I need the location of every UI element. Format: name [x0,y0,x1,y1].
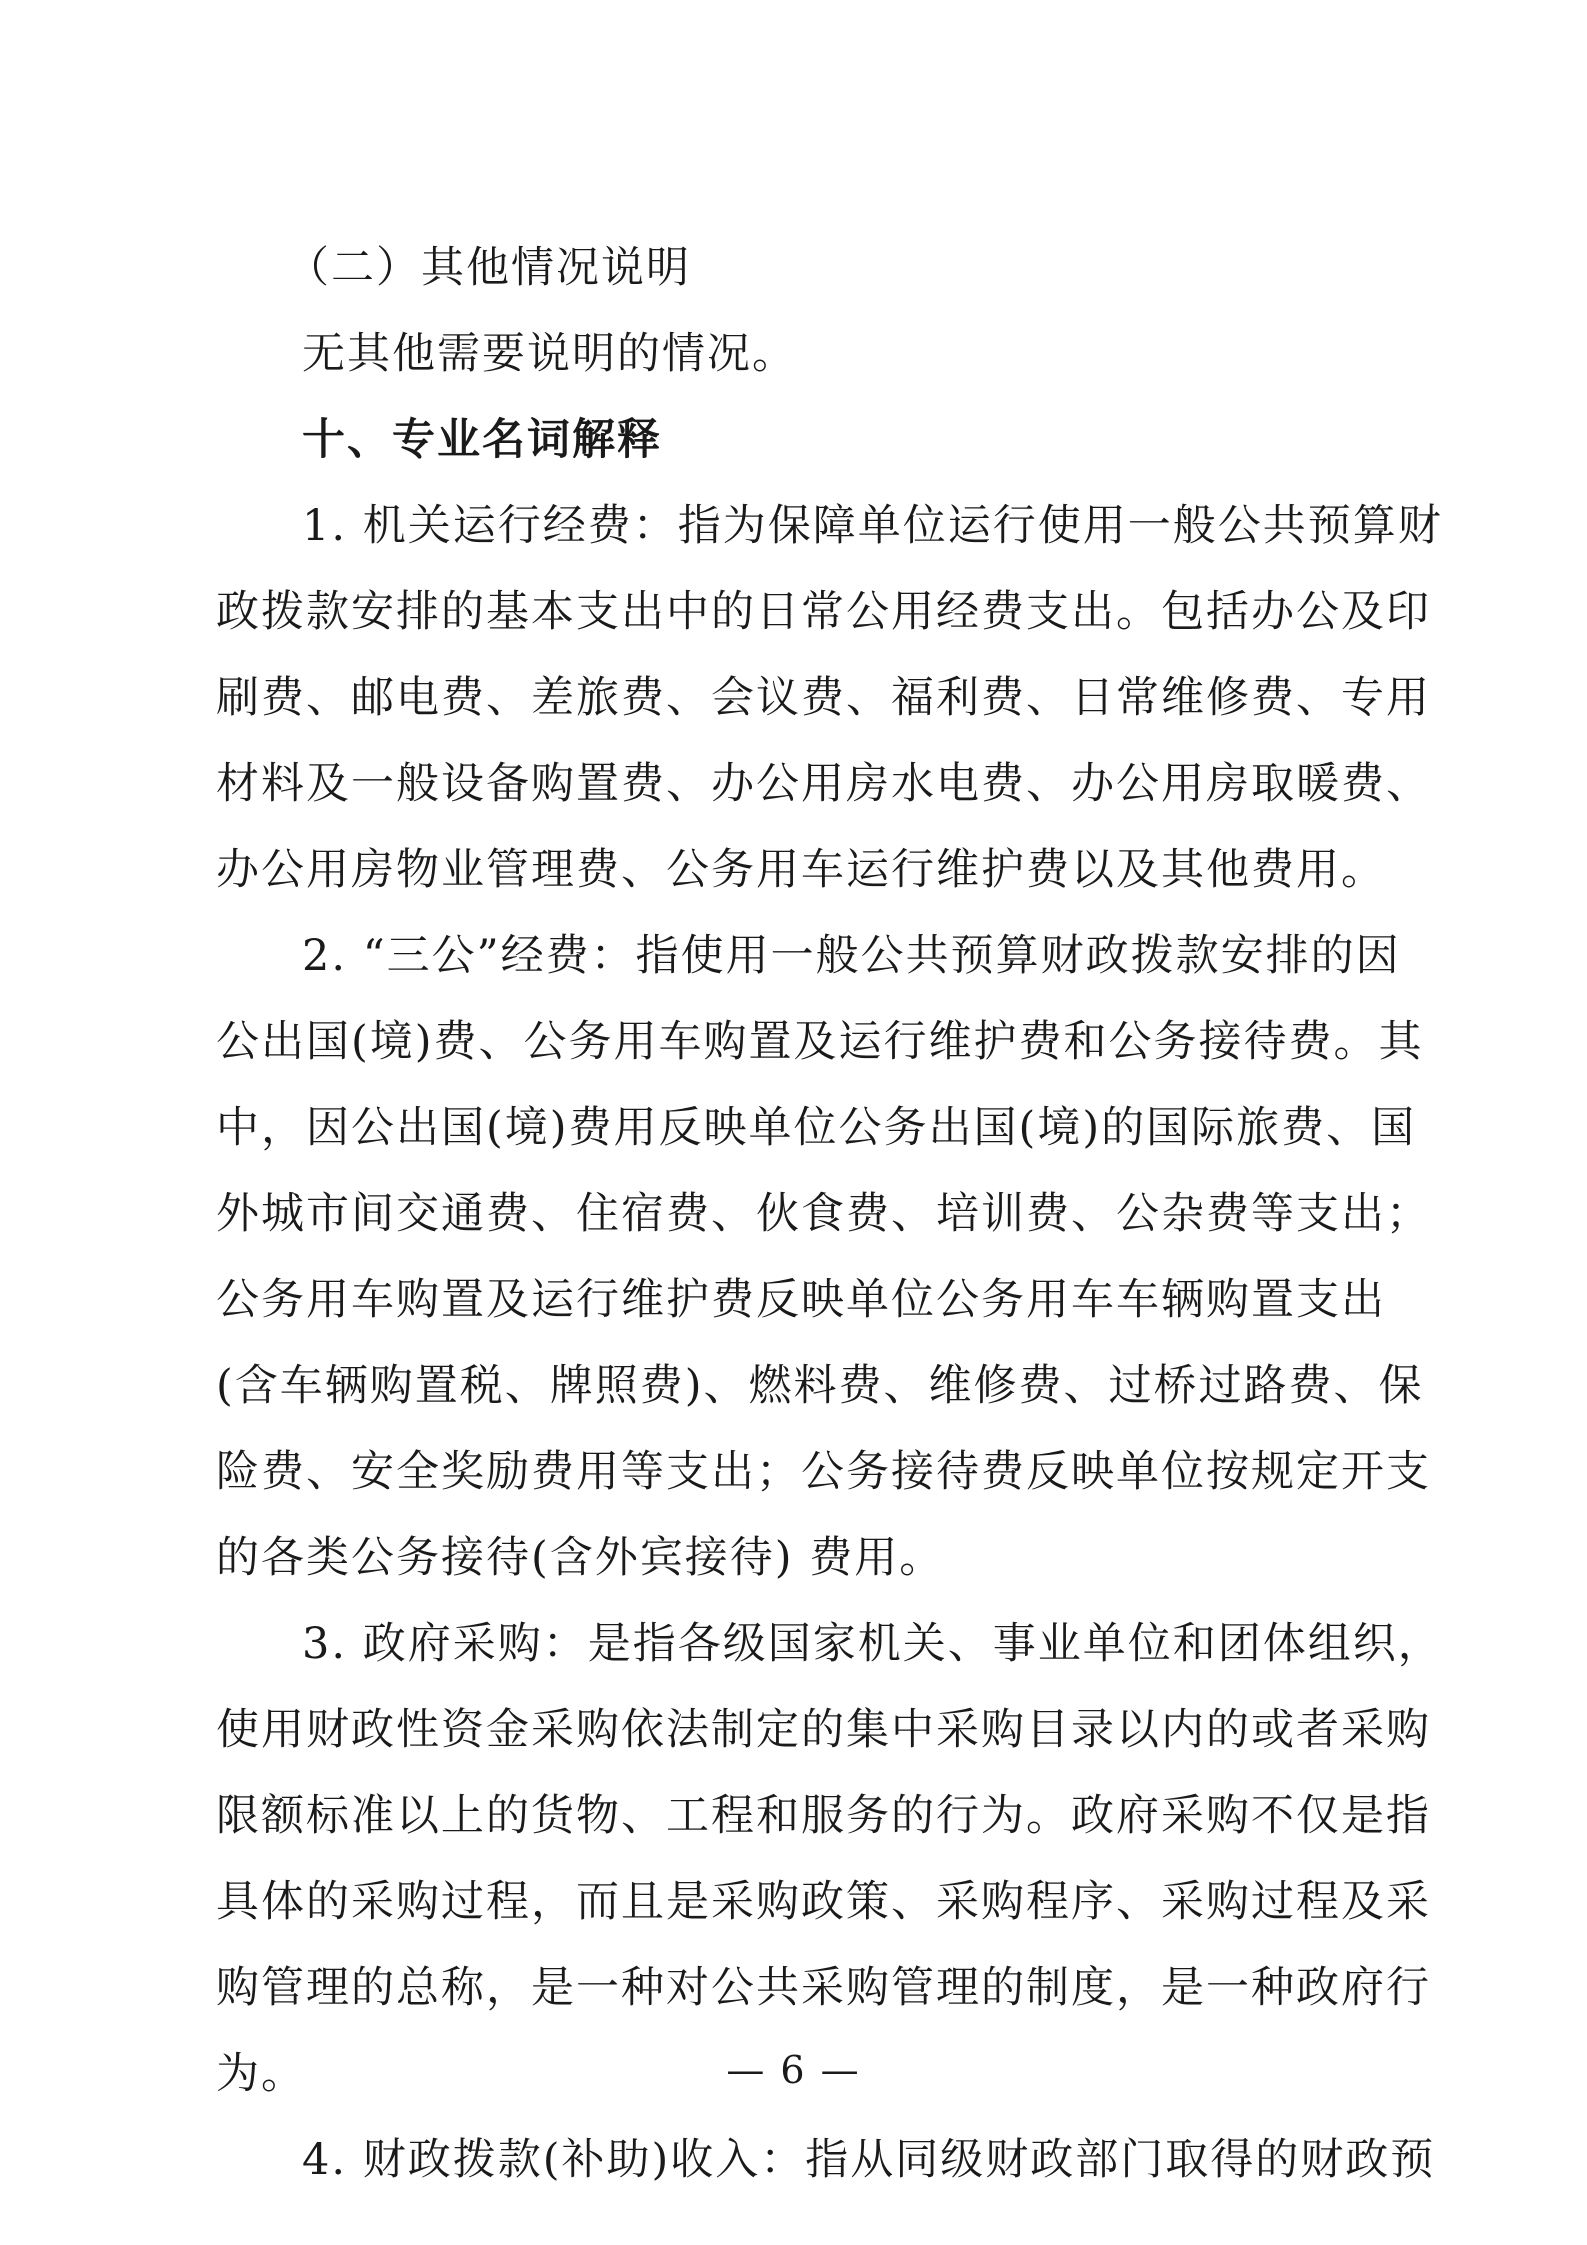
term-3-line: 限额标准以上的货物、工程和服务的行为。政府采购不仅是指 [216,1791,1431,1841]
term-1-line: 刷费、邮电费、差旅费、会议费、福利费、日常维修费、专用 [216,673,1431,723]
term-1-line: 材料及一般设备购置费、办公用房水电费、办公用房取暖费、 [216,759,1431,809]
term-2-line: 公务用车购置及运行维护费反映单位公务用车车辆购置支出 [216,1275,1386,1325]
term-4-line: 4. 财政拨款(补助)收入：指从同级财政部门取得的财政预 [302,2135,1436,2185]
term-2-line: 中，因公出国(境)费用反映单位公务出国(境)的国际旅费、国 [216,1103,1417,1153]
term-2-paragraph [216,913,1431,1601]
term-1-line: 办公用房物业管理费、公务用车运行维护费以及其他费用。 [216,845,1386,895]
term-4-paragraph [216,2117,1436,2203]
subsection-title: （二）其他情况说明 [286,243,691,293]
term-3-line: 购管理的总称，是一种对公共采购管理的制度，是一种政府行 [216,1963,1431,2013]
term-2-line: 外城市间交通费、住宿费、伙食费、培训费、公杂费等支出； [216,1189,1431,1239]
term-3-paragraph [216,1601,1443,2117]
page-number: — 6 — [726,2048,861,2092]
document-body [216,225,1443,2203]
subsection-body: 无其他需要说明的情况。 [302,329,797,379]
term-2-line: 的各类公务接待(含外宾接待) 费用。 [216,1533,945,1583]
term-3-line: 具体的采购过程，而且是采购政策、采购程序、采购过程及采 [216,1877,1431,1927]
term-3-line: 3. 政府采购：是指各级国家机关、事业单位和团体组织， [302,1619,1443,1669]
term-1-paragraph [216,483,1443,913]
term-2-line: 2. “三公”经费：指使用一般公共预算财政拨款安排的因 [302,931,1401,981]
term-2-line: (含车辆购置税、牌照费)、燃料费、维修费、过桥过路费、保 [216,1361,1424,1411]
term-2-line: 险费、安全奖励费用等支出；公务接待费反映单位按规定开支 [216,1447,1431,1497]
term-3-line: 使用财政性资金采购依法制定的集中采购目录以内的或者采购 [216,1705,1431,1755]
term-2-line: 公出国(境)费、公务用车购置及运行维护费和公务接待费。其 [216,1017,1424,1067]
term-1-line: 政拨款安排的基本支出中的日常公用经费支出。包括办公及印 [216,587,1431,637]
term-3-line: 为。 [216,2049,306,2099]
section-heading: 十、专业名词解释 [302,415,662,465]
term-1-line: 1. 机关运行经费：指为保障单位运行使用一般公共预算财 [302,501,1443,551]
